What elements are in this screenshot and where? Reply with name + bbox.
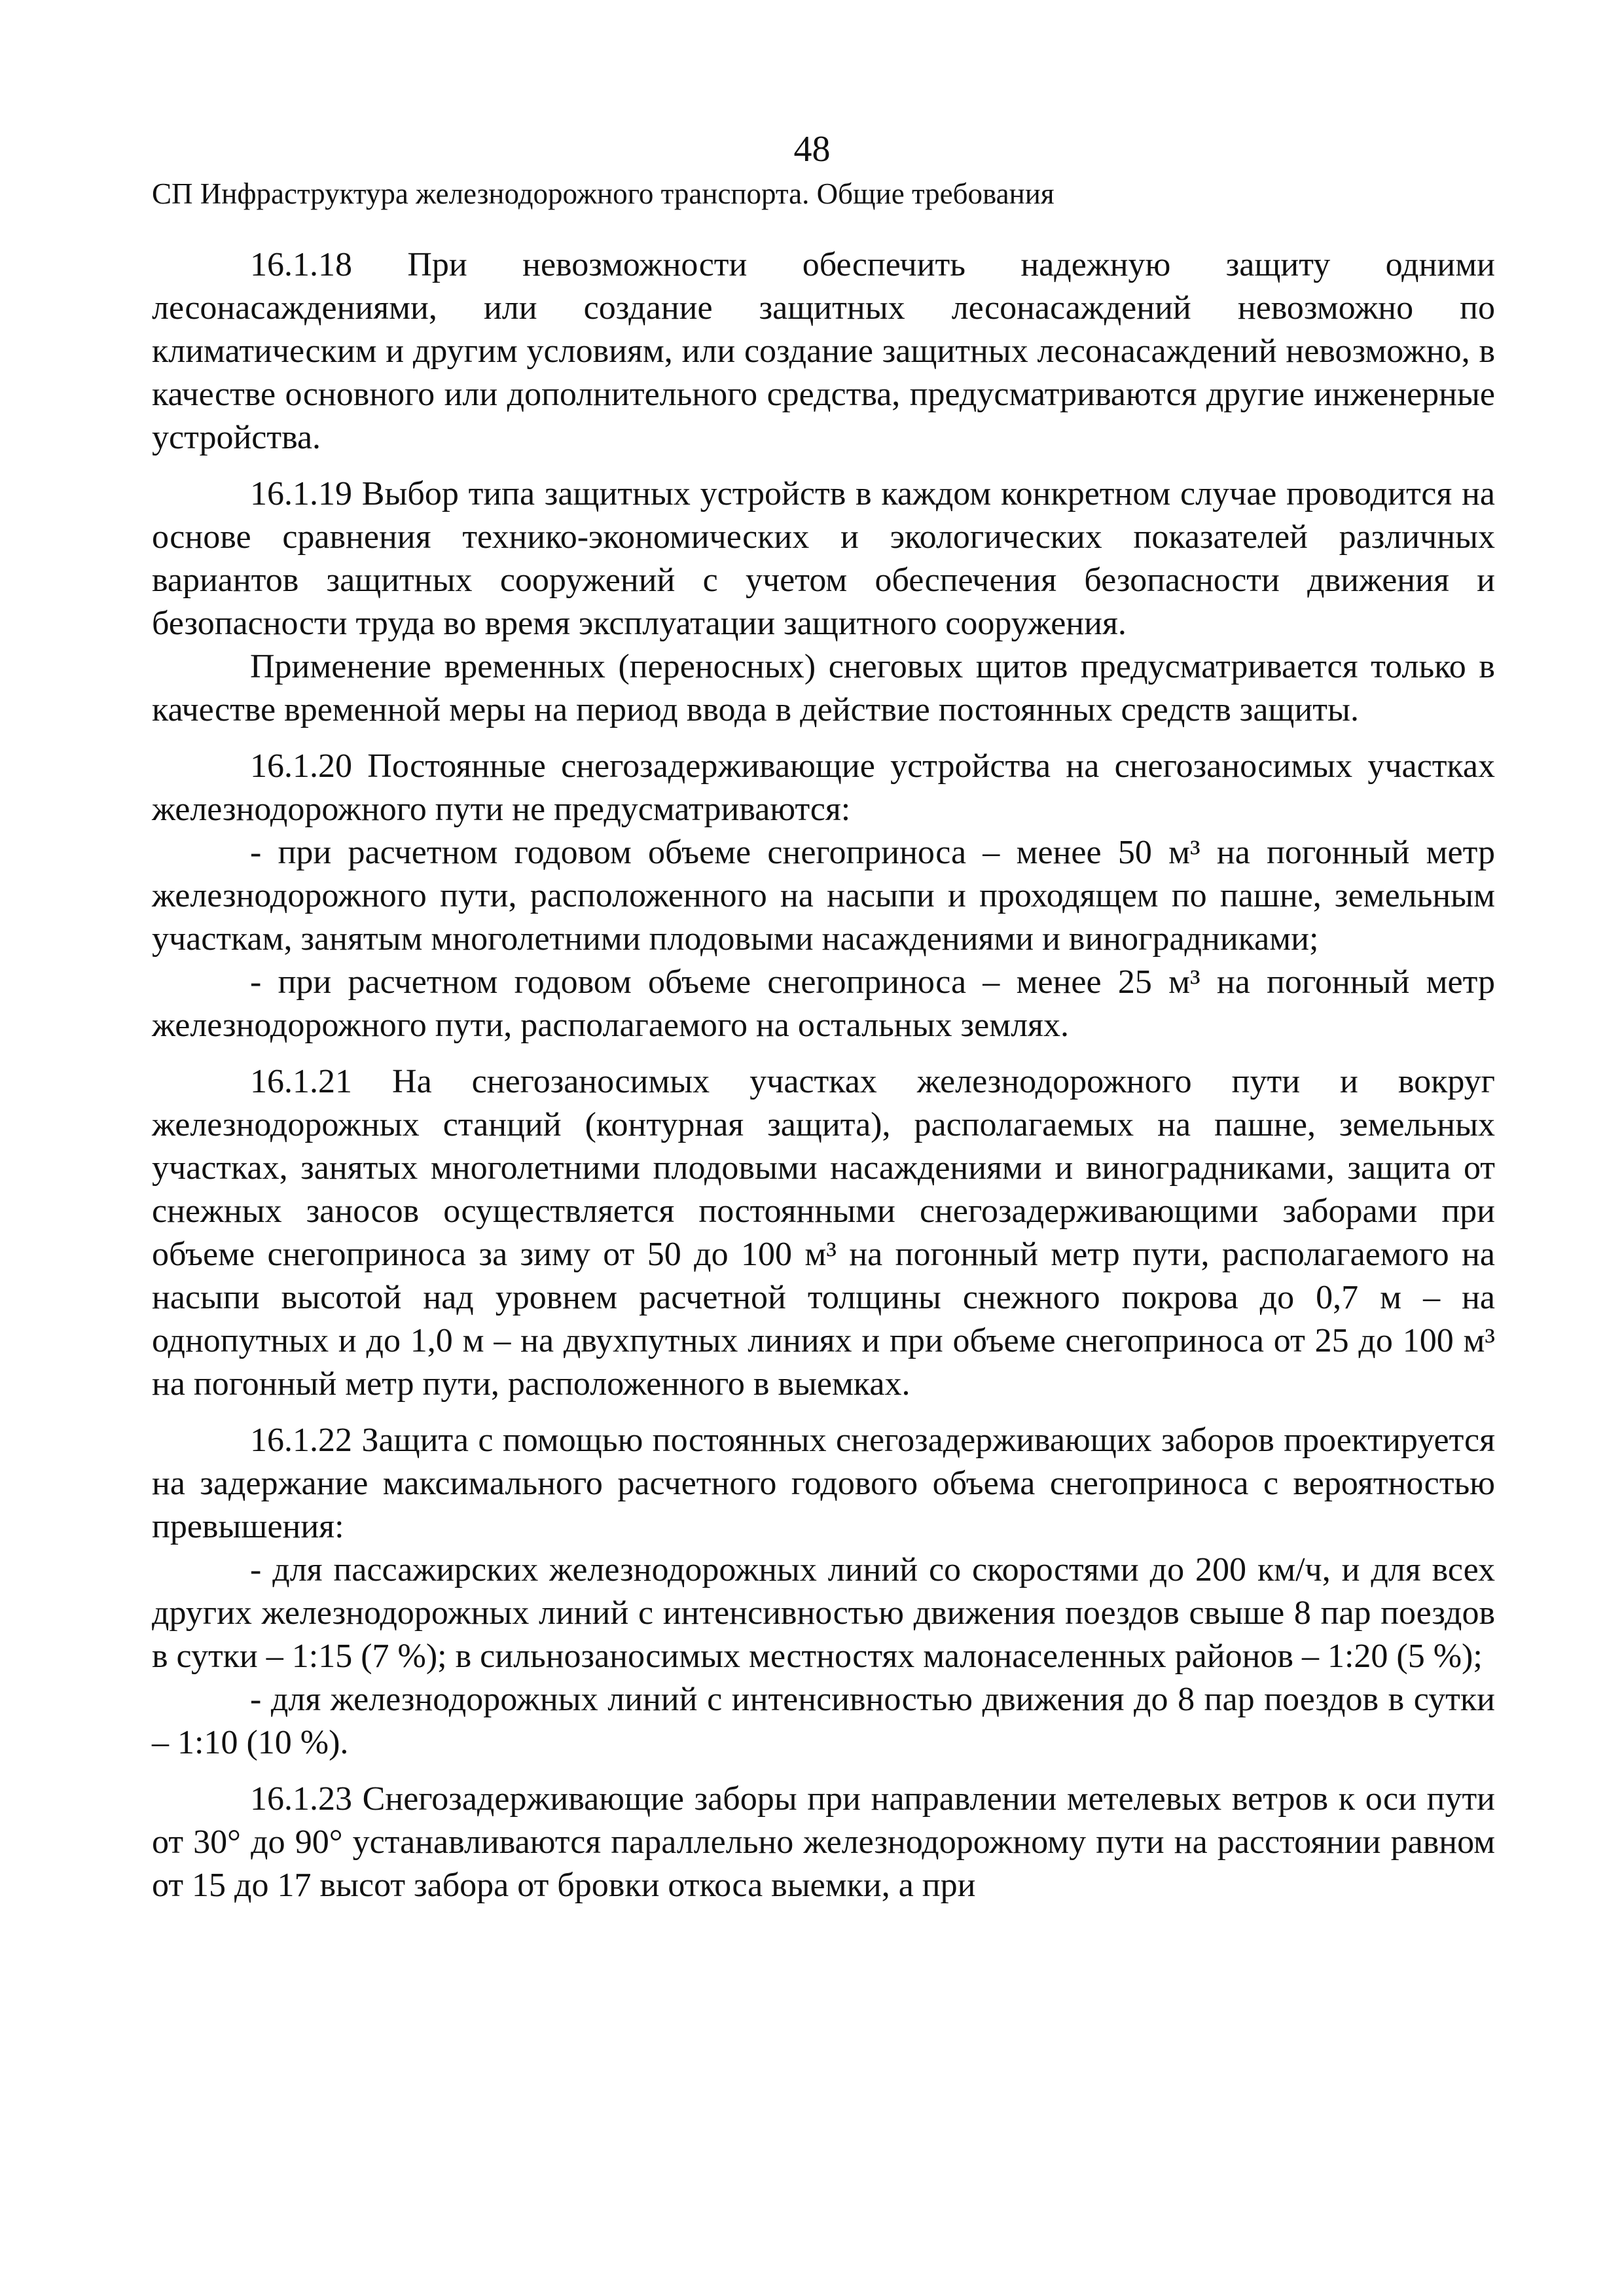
list-item-25-m3: - при расчетном годовом объеме снегоприноса – менее 25 м³ на погонный метр железнодорожного пути, располагаемого на остальных землях. <box>152 963 1495 1044</box>
list-item-low-traffic-lines: - для железнодорожных линий с интенсивностью движения до 8 пар поездов в сутки – 1:10 (10 %). <box>152 1681 1495 1761</box>
paragraph-16-1-21: 16.1.21 На снегозаносимых участках железнодорожного пути и вокруг железнодорожных станций (контурная защита), располагаемых на пашне, земельных участках, занятых многолетними плодовыми насаждениями и виноградниками, защита от снежных заносов осуществляется постоянными снегозадерживающими заборами при объеме снегоприноса за зиму от 50 до 100 м³ на погонный метр пути, располагаемого на насыпи высотой над уровнем расчетной толщины снежного покрова до 0,7 м – на однопутных и до 1,0 м – на двухпутных линиях и при объеме снегоприноса от 25 до 100 м³ на погонный метр пути, расположенного в выемках. <box>152 1063 1495 1403</box>
paragraph-16-1-20: 16.1.20 Постоянные снегозадерживающие устройства на снегозаносимых участках железнодорожного пути не предусматриваются: <box>152 747 1495 828</box>
document-body <box>152 243 1495 1907</box>
running-header: СП Инфраструктура железнодорожного транспорта. Общие требования <box>152 177 1055 210</box>
list-item-50-m3: - при расчетном годовом объеме снегоприноса – менее 50 м³ на погонный метр железнодорожного пути, расположенного на насыпи и проходящем по пашне, земельным участкам, занятым многолетними плодовыми насаждениями и виноградниками; <box>152 834 1495 958</box>
paragraph-temporary-shields: Применение временных (переносных) снеговых щитов предусматривается только в качестве временной меры на период ввода в действие постоянных средств защиты. <box>152 648 1495 728</box>
paragraph-16-1-18: 16.1.18 При невозможности обеспечить надежную защиту одними лесонасаждениями, или создание защитных лесонасаждений невозможно по климатическим и другим условиям, или создание защитных лесонасаждений невозможно, в качестве основного или дополнительного средства, предусматриваются другие инженерные устройства. <box>152 246 1495 456</box>
paragraph-16-1-23: 16.1.23 Снегозадерживающие заборы при направлении метелевых ветров к оси пути от 30° до 90° устанавливаются параллельно железнодорожному пути на расстоянии равном от 15 до 17 высот забора от бровки откоса выемки, а при <box>152 1780 1495 1904</box>
paragraph-16-1-19: 16.1.19 Выбор типа защитных устройств в каждом конкретном случае проводится на основе сравнения технико-экономических и экологических показателей различных вариантов защитных сооружений с учетом обеспечения безопасности движения и безопасности труда во время эксплуатации защитного сооружения. <box>152 475 1495 642</box>
paragraph-16-1-22: 16.1.22 Защита с помощью постоянных снегозадерживающих заборов проектируется на задержание максимального расчетного годового объема снегоприноса с вероятностью превышения: <box>152 1422 1495 1545</box>
page-number: 48 <box>793 129 831 170</box>
list-item-passenger-lines: - для пассажирских железнодорожных линий со скоростями до 200 км/ч, и для всех других железнодорожных линий с интенсивностью движения поездов свыше 8 пар поездов в сутки – 1:15 (7 %); в сильнозаносимых местностях малонаселенных районов – 1:20 (5 %); <box>152 1551 1495 1675</box>
